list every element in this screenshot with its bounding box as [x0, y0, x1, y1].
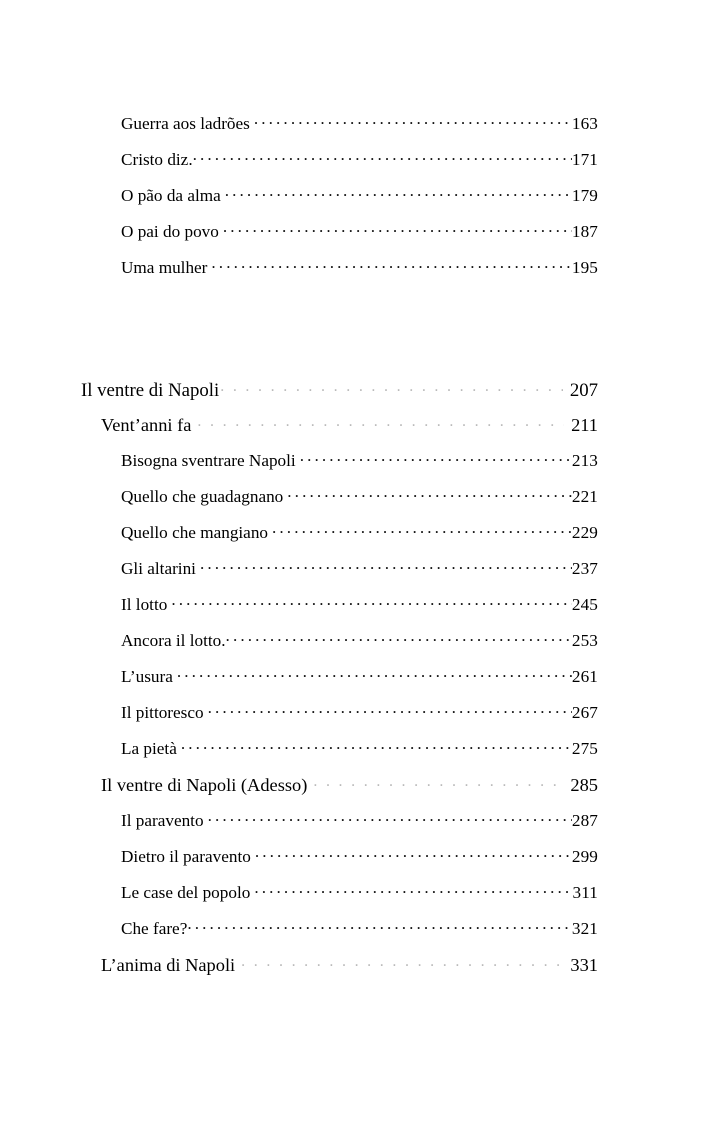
- toc-entry-title: Ancora il lotto.: [121, 631, 226, 651]
- toc-entry[interactable]: [0, 184, 709, 220]
- toc-entry-title: Il pittoresco: [121, 703, 204, 723]
- toc-page-number: 311: [572, 883, 598, 903]
- toc-page-number: 211: [571, 415, 598, 436]
- toc-entry-title: Cristo diz.: [121, 150, 193, 170]
- toc-dot-leader: [193, 148, 572, 165]
- toc-page-number: 237: [571, 559, 598, 579]
- toc-entry[interactable]: [0, 737, 709, 773]
- toc-page-number: 195: [571, 258, 598, 278]
- toc-page-number: 221: [571, 487, 598, 507]
- toc-page-number: 207: [569, 379, 598, 401]
- toc-dot-leader: [300, 449, 572, 466]
- toc-entry[interactable]: [0, 521, 709, 557]
- toc-block: [0, 377, 709, 989]
- toc-entry[interactable]: [0, 845, 709, 881]
- toc-heading[interactable]: [0, 377, 709, 413]
- toc-entry[interactable]: [0, 148, 709, 184]
- toc-entry-title: O pão da alma: [121, 186, 221, 206]
- toc-entry[interactable]: [0, 256, 709, 292]
- toc-dot-leader: [313, 773, 563, 791]
- toc-page-number: 163: [571, 114, 598, 134]
- toc-entry[interactable]: [0, 449, 709, 485]
- toc-page-number: 331: [570, 955, 598, 976]
- toc-entry-title: L’anima di Napoli: [101, 955, 236, 976]
- toc-dot-leader: [171, 593, 572, 610]
- toc-entry-title: L’usura: [121, 667, 173, 687]
- toc-entry-title: Dietro il paravento: [121, 847, 251, 867]
- toc-page-number: 261: [571, 667, 598, 687]
- toc-dot-leader: [181, 737, 572, 754]
- toc-entry-title: O pai do povo: [121, 222, 219, 242]
- toc-page-number: 275: [571, 739, 598, 759]
- toc-page-number: 179: [571, 186, 598, 206]
- toc-entry-title: Quello che guadagnano: [121, 487, 284, 507]
- toc-dot-leader: [177, 665, 572, 682]
- toc-dot-leader: [200, 557, 572, 574]
- toc-dot-leader: [254, 112, 572, 129]
- toc-entry[interactable]: [0, 593, 709, 629]
- toc-entry[interactable]: [0, 220, 709, 256]
- toc-dot-leader: [255, 845, 572, 862]
- toc-entry[interactable]: [0, 665, 709, 701]
- toc-block: [0, 112, 709, 292]
- toc-entry-title: Gli altarini: [121, 559, 196, 579]
- toc-entry-title: Il ventre di Napoli: [81, 379, 220, 401]
- toc-page-number: 213: [571, 451, 598, 471]
- toc-page-number: 285: [570, 775, 598, 796]
- toc-page-number: 187: [571, 222, 598, 242]
- toc-dot-leader: [197, 413, 564, 431]
- toc-dot-leader: [208, 701, 572, 718]
- toc-entry[interactable]: [0, 557, 709, 593]
- toc-entry-title: Che fare?: [121, 919, 188, 939]
- toc-entry-title: Quello che mangiano: [121, 523, 269, 543]
- toc-page-number: 253: [571, 631, 598, 651]
- toc-dot-leader: [208, 809, 572, 826]
- toc-entry[interactable]: [0, 881, 709, 917]
- toc-entry-title: Il paravento: [121, 811, 204, 831]
- toc-entry[interactable]: [0, 917, 709, 953]
- toc-entry[interactable]: [0, 809, 709, 845]
- toc-heading[interactable]: [0, 773, 709, 809]
- toc-entry-title: Il ventre di Napoli (Adesso): [101, 775, 308, 796]
- toc-dot-leader: [225, 184, 572, 201]
- toc-dot-leader: [254, 881, 572, 898]
- toc-entry-title: Le case del popolo: [121, 883, 251, 903]
- toc-dot-leader: [187, 917, 572, 934]
- toc-entry[interactable]: [0, 485, 709, 521]
- toc-dot-leader: [211, 256, 572, 273]
- toc-dot-leader: [272, 521, 572, 538]
- toc-entry-title: Il lotto: [121, 595, 168, 615]
- toc-block-separator: [0, 292, 709, 377]
- toc-page-number: 267: [571, 703, 598, 723]
- toc-dot-leader: [241, 953, 563, 971]
- toc-entry[interactable]: [0, 629, 709, 665]
- toc-entry-title: La pietà: [121, 739, 177, 759]
- toc-page-number: 245: [571, 595, 598, 615]
- toc-entry-title: Vent’anni fa: [101, 415, 192, 436]
- toc-page-number: 321: [571, 919, 598, 939]
- toc-entry-title: Uma mulher: [121, 258, 208, 278]
- toc-page-number: 287: [571, 811, 598, 831]
- toc-heading[interactable]: [0, 953, 709, 989]
- table-of-contents: [0, 112, 709, 989]
- toc-entry[interactable]: [0, 112, 709, 148]
- toc-dot-leader: [287, 485, 572, 502]
- toc-heading[interactable]: [0, 413, 709, 449]
- toc-page-number: 299: [571, 847, 598, 867]
- toc-dot-leader: [226, 629, 572, 646]
- toc-dot-leader: [223, 220, 572, 237]
- toc-page-number: 171: [571, 150, 598, 170]
- toc-entry[interactable]: [0, 701, 709, 737]
- toc-page-number: 229: [571, 523, 598, 543]
- toc-entry-title: Bisogna sventrare Napoli: [121, 451, 296, 471]
- toc-entry-title: Guerra aos ladrões: [121, 114, 250, 134]
- toc-dot-leader: [220, 377, 563, 396]
